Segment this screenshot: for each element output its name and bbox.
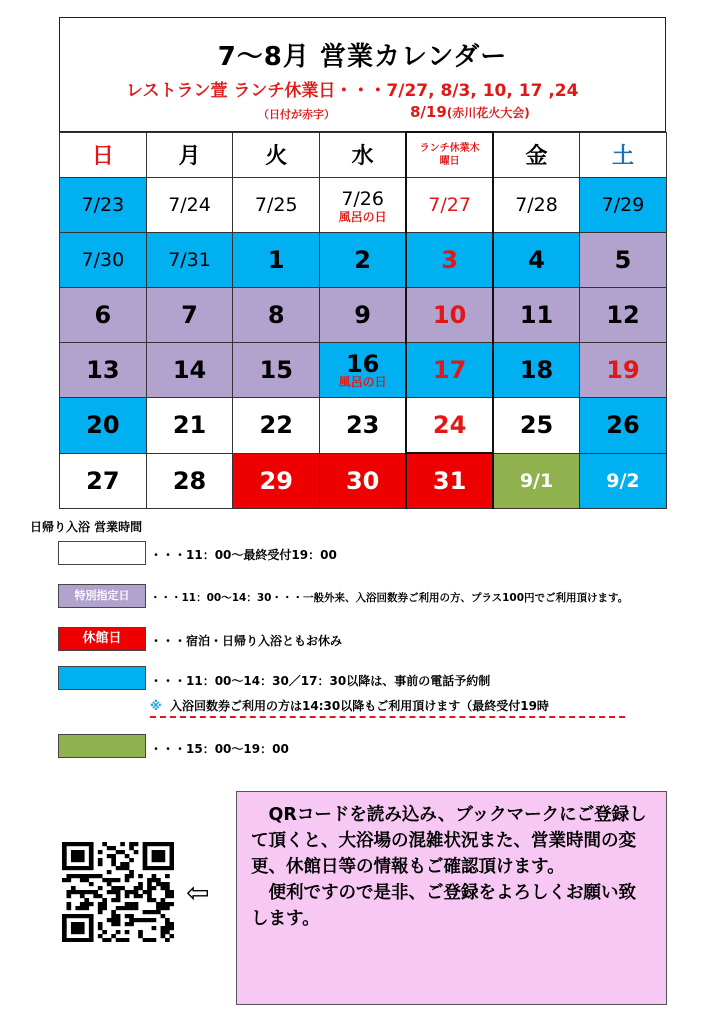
day-label: 3	[441, 246, 458, 274]
day-label: 7/30	[81, 249, 125, 271]
calendar-day	[493, 233, 580, 288]
calendar-week-row	[60, 178, 667, 233]
page-title: 7～8月 営業カレンダー	[217, 42, 508, 72]
day-label: 5	[614, 246, 632, 274]
calendar-day	[320, 233, 407, 288]
info-paragraph-1: QRコードを読み込み、ブックマークにご登録して頂くと、大浴場の混雑状況また、営業時間の変更、休館日等の情報もご確認頂けます。	[251, 805, 647, 877]
calendar-week-row	[60, 453, 667, 509]
weekday-fri: 金	[493, 132, 580, 178]
calendar-day	[406, 288, 493, 343]
day-label: 7/26	[341, 188, 384, 210]
legend-swatch-special: 特別指定日	[58, 584, 146, 608]
qr-info-box	[236, 791, 667, 1005]
calendar-day	[493, 288, 580, 343]
day-label: 7	[181, 301, 198, 329]
arrow-left-icon: ⇦	[186, 876, 210, 909]
weekday-sun: 日	[60, 132, 147, 178]
day-label: 11	[519, 301, 554, 329]
fireworks-date: 8/19	[410, 103, 447, 121]
day-label: 7/27	[428, 194, 471, 216]
day-label: 30	[345, 466, 380, 495]
day-label: 15	[259, 356, 293, 384]
day-label: 19	[606, 356, 640, 384]
day-label: 6	[94, 301, 112, 329]
legend-title: 日帰り入浴 営業時間	[30, 520, 143, 534]
fireworks-date-line	[410, 103, 530, 121]
calendar-day	[406, 343, 493, 398]
calendar-day	[580, 233, 667, 288]
calendar-day	[406, 233, 493, 288]
calendar-body	[60, 178, 667, 509]
day-label: 14	[172, 356, 207, 384]
calendar-day	[146, 233, 233, 288]
calendar-day	[493, 178, 580, 233]
calendar-day	[60, 233, 147, 288]
day-label: 7/28	[515, 194, 558, 216]
business-calendar	[59, 131, 667, 509]
qr-code-icon[interactable]	[62, 842, 174, 942]
calendar-day	[580, 288, 667, 343]
day-label: 12	[606, 301, 640, 329]
calendar-day	[580, 398, 667, 454]
day-label: 16	[345, 350, 380, 378]
weekday-sat: 土	[580, 132, 667, 178]
weekday-wed: 水	[320, 132, 407, 178]
calendar-day	[580, 453, 667, 509]
day-label: 17	[432, 356, 467, 384]
day-label: 1	[267, 246, 285, 274]
calendar-day	[406, 178, 493, 233]
calendar-day	[146, 178, 233, 233]
day-label: 22	[259, 411, 293, 440]
day-label: 26	[606, 411, 640, 440]
day-label: 7/31	[168, 249, 211, 271]
day-label: 4	[528, 246, 545, 274]
calendar-week-row	[60, 288, 667, 343]
calendar-day	[493, 453, 580, 509]
day-label: 31	[432, 467, 467, 495]
weekday-thu-label: ランチ休業木曜日	[419, 143, 480, 167]
day-label: 20	[86, 411, 120, 440]
day-label: 28	[172, 466, 207, 495]
calendar-day	[146, 453, 233, 509]
calendar-day	[146, 343, 233, 398]
legend-swatch-closed: 休館日	[58, 627, 146, 651]
calendar-day	[320, 398, 407, 454]
calendar-day	[320, 453, 407, 509]
info-paragraph-2: 便利ですので是非、ご登録をよろしくお願い致します。	[251, 883, 636, 929]
restaurant-lunch-closed-line: レストラン萱 ランチ休業日・・・7/27, 8/3, 10, 17 ,24	[126, 81, 579, 101]
calendar-day	[60, 178, 147, 233]
day-label: 9/1	[519, 469, 554, 492]
calendar-day	[233, 233, 320, 288]
bath-day-label: 風呂の日	[338, 375, 387, 389]
dashed-underline	[150, 716, 625, 718]
calendar-day	[406, 398, 493, 454]
calendar-week-row	[60, 233, 667, 288]
calendar-day	[406, 453, 493, 509]
day-label: 7/25	[254, 194, 298, 216]
day-label: 9	[354, 301, 371, 329]
day-label: 25	[519, 411, 554, 440]
calendar-day	[320, 343, 407, 398]
day-label: 21	[172, 411, 207, 440]
day-label: 29	[259, 466, 293, 495]
day-label: 13	[86, 356, 120, 384]
legend-swatch-blue	[58, 666, 146, 690]
legend-text-normal: ・・・11：00～最終受付19：00	[150, 548, 337, 562]
day-label: 9/2	[606, 469, 640, 492]
day-label: 23	[345, 411, 380, 440]
calendar-day	[60, 398, 147, 454]
calendar-day	[580, 178, 667, 233]
weekday-mon: 月	[146, 132, 233, 178]
calendar-header	[59, 17, 666, 132]
calendar-day	[233, 343, 320, 398]
calendar-day	[60, 453, 147, 509]
calendar-day	[233, 453, 320, 509]
calendar-week-row	[60, 343, 667, 398]
weekday-thu-lunch-closed	[406, 132, 493, 178]
calendar-day	[493, 343, 580, 398]
calendar-week-row	[60, 398, 667, 454]
calendar-day	[320, 178, 407, 233]
bath-day-label: 風呂の日	[338, 210, 387, 224]
weekday-tue: 火	[233, 132, 320, 178]
day-label: 10	[432, 301, 467, 329]
day-label: 7/29	[601, 194, 645, 216]
day-label: 18	[519, 356, 554, 384]
legend-text-closed: ・・・宿泊・日帰り入浴ともお休み	[150, 634, 343, 648]
legend-text-reservation: ・・・11：00～14：30／17：30以降は、事前の電話予約制	[150, 674, 491, 688]
calendar-day	[146, 398, 233, 454]
legend-ticket-note	[150, 697, 549, 714]
calendar-day	[60, 288, 147, 343]
legend-swatch-white	[58, 541, 146, 565]
fireworks-name: (赤川花火大会)	[446, 106, 530, 120]
day-label: 24	[432, 411, 467, 439]
legend-text-green: ・・・15：00～19：00	[150, 742, 289, 756]
day-label: 8	[267, 301, 285, 329]
calendar-day	[493, 398, 580, 454]
calendar-day	[233, 288, 320, 343]
note-text: 入浴回数券ご利用の方は14:30以降もご利用頂けます（最終受付19時	[170, 699, 549, 713]
weekday-header-row	[60, 132, 667, 178]
day-label: 27	[86, 466, 120, 495]
calendar-day	[233, 178, 320, 233]
calendar-day	[233, 398, 320, 454]
calendar-day	[580, 343, 667, 398]
calendar-day	[320, 288, 407, 343]
calendar-day	[146, 288, 233, 343]
legend-swatch-green	[58, 734, 146, 758]
note-mark: ※	[150, 699, 162, 713]
day-label: 2	[354, 246, 371, 274]
legend-text-special: ・・・11：00～14：30・・・一般外来、入浴回数券ご利用の方、プラス100円でご利用頂けます。	[150, 592, 629, 604]
day-label: 7/23	[81, 194, 125, 216]
date-red-note: （日付が赤字）	[258, 108, 335, 121]
calendar-day	[60, 343, 147, 398]
day-label: 7/24	[168, 194, 211, 216]
